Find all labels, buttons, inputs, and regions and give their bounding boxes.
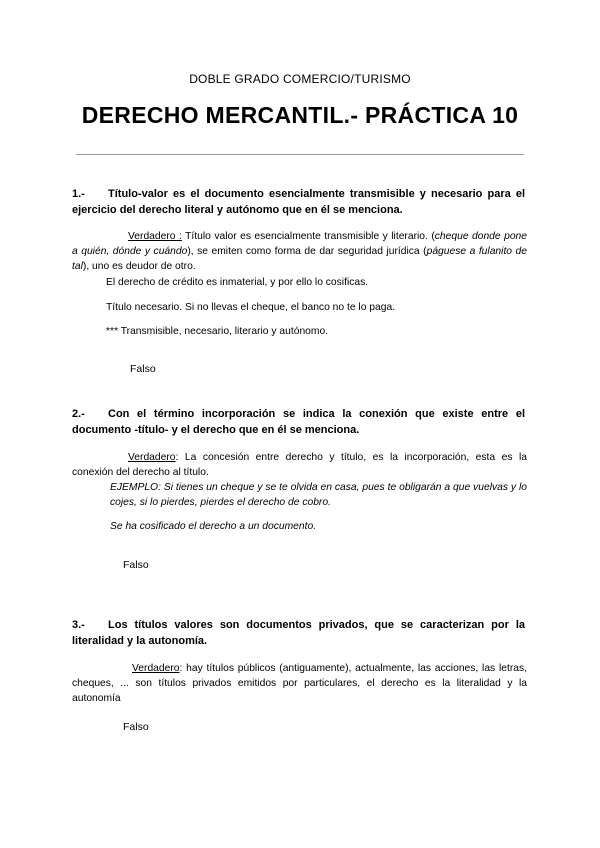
q3-answer: Falso <box>123 721 149 733</box>
q1-explanation: Verdadero : Título valor es esencialmente transmisible y literario. (cheque donde pone a quién, dónde y cuándo), se emiten como forma de dar seguridad jurídica (páguese a fulanito de tal), uno es deudor de otro. <box>72 231 527 272</box>
question-1-text: Título-valor es el documento esencialmente transmisible y necesario para el ejercicio del derecho literal y autónomo que en él se menciona. <box>72 188 525 216</box>
q3-verdict-label: Verdadero <box>132 663 180 674</box>
page-title: DERECHO MERCANTIL.- PRÁCTICA 10 <box>81 102 519 128</box>
q1-paragraph-4: *** Transmisible, necesario, literario y autónomo. <box>106 326 329 337</box>
q2-answer: Falso <box>123 559 149 571</box>
q1-answer: Falso <box>130 363 156 375</box>
question-2-number: 2.- <box>72 408 85 420</box>
title-divider <box>76 154 524 155</box>
question-1-number: 1.- <box>72 188 85 200</box>
q1-paragraph-2: El derecho de crédito es inmaterial, y por ello lo cosificas. <box>106 277 369 288</box>
q2-verdict-label: Verdadero <box>128 452 176 463</box>
q2-example: EJEMPLO: Si tienes un cheque y se te olvida en casa, pues te obligarán a que vuelvas y lo cojes, si lo pierdes, pierdes el derecho de cobro. <box>110 482 527 508</box>
q3-explanation: Verdadero: hay títulos públicos (antiguamente), actualmente, las acciones, las letras, cheques, ... son títulos privados emitidos por particulares, el derecho es la literalidad y la autonomía <box>72 663 527 704</box>
q1-paragraph-3: Título necesario. Si no llevas el cheque, el banco no te lo paga. <box>106 302 396 313</box>
q1-verdict-label: Verdadero : <box>128 231 182 242</box>
question-3-number: 3.- <box>72 619 85 631</box>
question-3-text: Los títulos valores son documentos privados, que se caracterizan por la literalidad y la autonomía. <box>72 619 525 647</box>
question-2-text: Con el término incorporación se indica la conexión que existe entre el documento -título- y el derecho que en él se menciona. <box>72 408 525 436</box>
course-subtitle: DOBLE GRADO COMERCIO/TURISMO <box>189 72 411 86</box>
question-2 <box>72 406 525 438</box>
question-3 <box>72 617 525 649</box>
q2-explanation: Verdadero: La concesión entre derecho y título, es la incorporación, esta es la conexión del derecho al título. <box>72 452 527 478</box>
q2-paragraph-2: Se ha cosificado el derecho a un documento. <box>110 521 317 532</box>
question-1 <box>72 186 525 218</box>
